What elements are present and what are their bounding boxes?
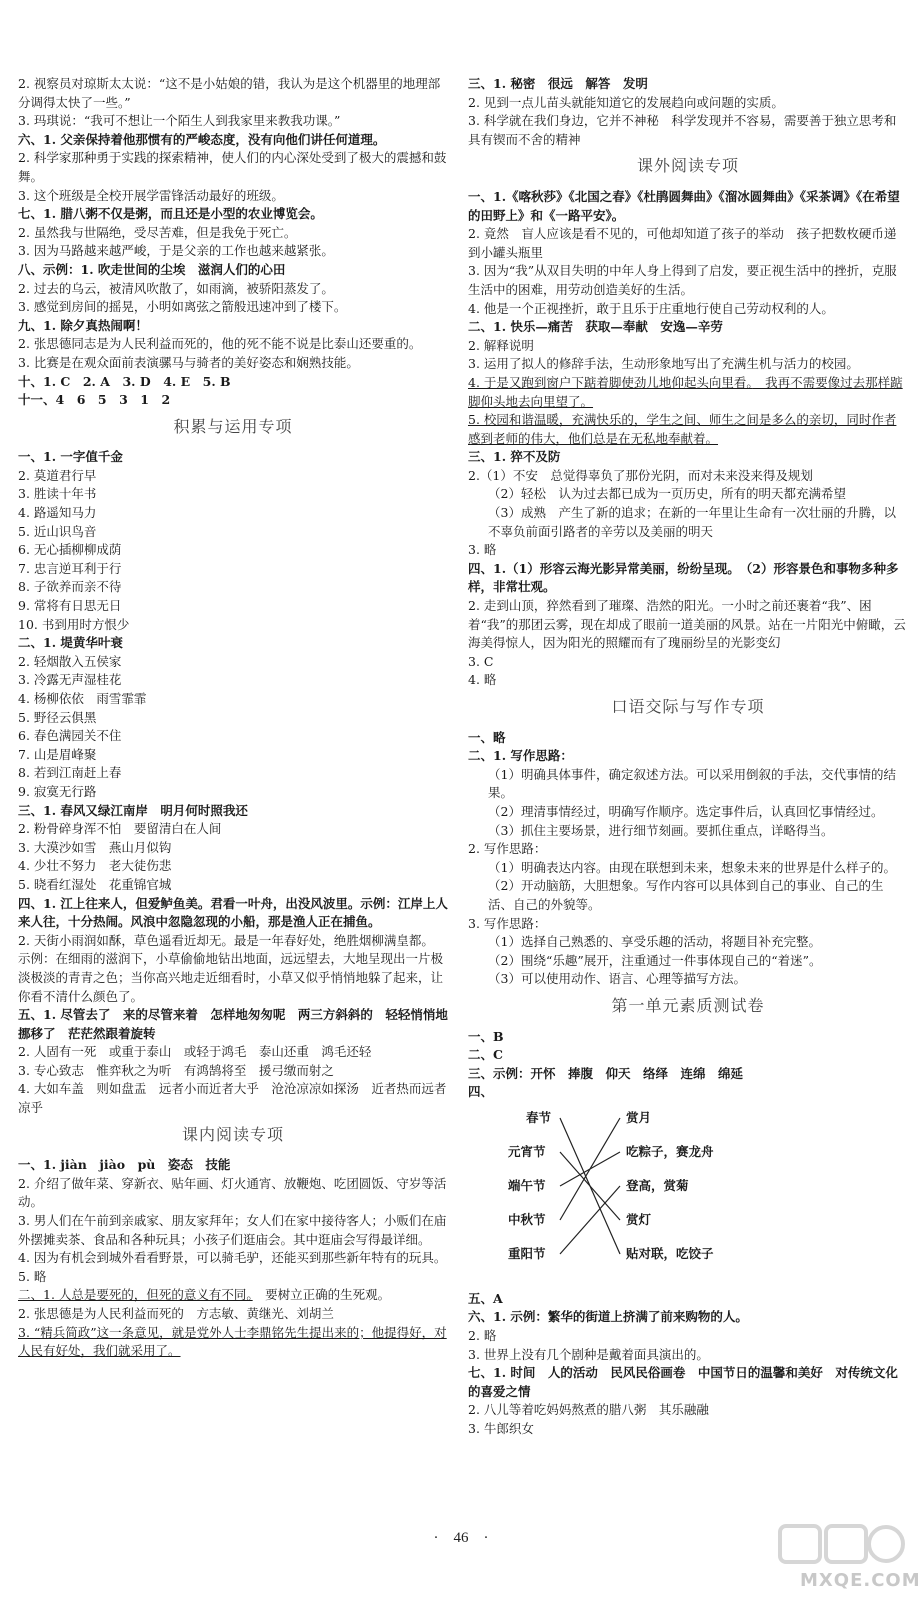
answer-line: 3. 感觉到房间的摇晃，小明如离弦之箭般迅速冲到了楼下。 (18, 299, 347, 315)
custom-item: 赏月 (626, 1109, 652, 1125)
answer-line: （1）选择自己熟悉的、享受乐趣的活动，将题目补充完整。 (488, 934, 821, 950)
answer-line: 3. 科学就在我们身边，它并不神秘 科学发现并不容易，需要善于独立思考和具有锲而不舍的精神 (468, 113, 897, 147)
watermark-text: MXQE.COM (800, 1570, 921, 1591)
section-title-extracurricular-reading: 课外阅读专项 (636, 156, 739, 176)
answer-line-underlined: 3. “精兵简政”这一条意见，就是党外人士李鼎铭先生提出来的；他提得好，对人民有好处，我们就采用了。 (18, 1324, 447, 1359)
right-answers-part-5 (468, 1028, 908, 1102)
answer-line: 2. 见到一点儿苗头就能知道它的发展趋向或问题的实质。 (468, 94, 784, 110)
answer-line: 十、1. C 2. A 3. D 4. E 5. B (18, 373, 231, 389)
answer-line: 9. 寂寞无行路 (18, 783, 97, 799)
answer-line: 3. 胜读十年书 (18, 486, 97, 502)
answer-line: 4. 因为有机会到城外看看野景，可以骑毛驴，还能买到那些新年特有的玩具。 (18, 1250, 447, 1266)
answer-line: 一、略 (468, 729, 506, 745)
answer-line: 4. 大如车盖 则如盘盂 远者小而近者大乎 沧沧凉凉如探汤 近者热而远者凉乎 (18, 1081, 447, 1116)
answer-line: 2. 介绍了做年菜、穿新衣、贴年画、灯火通宵、放鞭炮、吃团圆饭、守岁等活动。 (18, 1175, 447, 1210)
answer-line: 7. 山是眉峰聚 (18, 746, 97, 762)
left-answers-part-3 (18, 1156, 448, 1286)
right-column (468, 75, 908, 1439)
answer-line: 3. 比赛是在观众面前表演骡马与骑者的美好姿态和娴熟技能。 (18, 354, 359, 370)
answer-line: 2. 轻烟散入五侯家 (18, 653, 122, 669)
answer-line: 3. 因为马路越来越严峻，于是父亲的工作也越来越紧张。 (18, 243, 334, 259)
answer-line: 2. 解释说明 (468, 337, 534, 353)
answer-line: （3）抓住主要场景，进行细节刻画。要抓住重点，详略得当。 (488, 822, 834, 838)
answer-line: 3. 这个班级是全校开展学雷锋活动最好的班级。 (18, 187, 284, 203)
answer-line: 2. 粉骨碎身浑不怕 要留清白在人间 (18, 821, 222, 837)
answer-line: 6. 春色满园关不住 (18, 728, 122, 744)
right-answers-part-2 (468, 188, 908, 374)
festival-item: 元宵节 (508, 1143, 546, 1159)
answer-line: （2）围绕“乐趣”展开，注重通过一件事体现自己的“着迷”。 (488, 952, 822, 968)
answer-line: 一、1. jiàn jiào pù 姿态 技能 (18, 1157, 231, 1173)
answer-line: 五、A (468, 1290, 503, 1306)
answer-line: 三、1. 春风又绿江南岸 明月何时照我还 (18, 802, 248, 818)
left-answers-part-1 (18, 75, 448, 410)
answer-line: 示例：在细雨的滋润下，小草偷偷地钻出地面，远远望去，大地呈现出一片极淡极淡的青青之色；当你高兴地走近细看时，小草又似乎悄悄地躲了起来，让你看不清什么颜色了。 (18, 951, 444, 1004)
answer-line: 2. 张思德同志是为人民利益而死的，他的死不能不说是比泰山还要重的。 (18, 336, 422, 352)
right-answers-part-6 (468, 1290, 908, 1439)
right-answers-part-4 (468, 729, 908, 989)
answer-line: 3. 玛琪说：“我可不想让一个陌生人到我家里来教我功课。” (18, 113, 341, 129)
answer-line: 二、1. 快乐—痛苦 获取—奉献 安逸—辛劳 (468, 319, 723, 335)
answer-line: 八、示例：1. 吹走世间的尘埃 滋润人们的心田 (18, 261, 286, 277)
answer-line: 一、1. 一字值千金 (18, 449, 123, 465)
answer-line: 3. 冷露无声湿桂花 (18, 672, 122, 688)
section-title-accumulation: 积累与运用专项 (173, 416, 293, 436)
answer-line: 3. C (468, 653, 494, 669)
answer-line: 2. 天街小雨润如酥，草色遥看近却无。最是一年春好处，绝胜烟柳满皇都。 (18, 932, 434, 948)
answer-line: 七、1. 时间 人的活动 民风民俗画卷 中国节日的温馨和美好 对传统文化的喜爱之情 (468, 1365, 898, 1399)
answer-line: 8. 子欲养而亲不待 (18, 579, 122, 595)
answer-line: （2）理清事情经过，明确写作顺序。选定事件后，认真回忆事情经过。 (488, 803, 884, 819)
festival-item: 春节 (526, 1109, 552, 1125)
festival-item: 重阳节 (508, 1245, 546, 1261)
answer-line: 2.（1）不安 总觉得辜负了那份光阴，而对未来没来得及规划 (468, 467, 813, 483)
answer-line: 十一、4 6 5 3 1 2 (18, 392, 171, 408)
answer-line: 6. 无心插柳柳成荫 (18, 542, 122, 558)
answer-line: 五、1. 尽管去了 来的尽管来着 怎样地匆匆呢 两三方斜斜的 轻轻悄悄地挪移了 茫茫然跟着旋转 (18, 1007, 448, 1041)
answer-line: 一、1.《喀秋莎》《北国之春》《杜鹃圆舞曲》《溜冰圆舞曲》《采茶调》《在希望的田野上》和《一路平安》。 (468, 188, 900, 223)
answer-line: 六、1. 父亲保持着他那惯有的严峻态度，没有向他们讲任何道理。 (18, 131, 386, 147)
answer-line: 2. 张思德是为人民利益而死的 方志敏、黄继光、刘胡兰 (18, 1306, 334, 1321)
answer-line: 8. 若到江南赶上春 (18, 765, 122, 781)
custom-item: 赏灯 (626, 1211, 652, 1227)
answer-line: 三、1. 猝不及防 (468, 449, 561, 465)
answer-line-underlined: 4. 于是又跑到窗户下踮着脚使劲儿地仰起头向里看。 我再不需要像过去那样踮脚仰头地去向里望了。 (468, 374, 903, 409)
answer-line: （3）成熟 产生了新的追求；在新的一年里让生命有一次壮丽的升腾，以不辜负前面引路者的辛劳以及美丽的明天 (488, 505, 896, 539)
answer-line: 7. 忠言逆耳利于行 (18, 560, 122, 576)
page-number: · 46 · (433, 1530, 489, 1546)
answer-line: 4. 杨柳依依 雨雪霏霏 (18, 691, 147, 706)
answer-line: 2. 莫道君行早 (18, 467, 97, 483)
answer-line: 三、1. 秘密 很远 解答 发明 (468, 76, 648, 91)
answer-line-underlined: 二、1. 人总是要死的，但死的意义有不同。 要树立正确的生死观。 (18, 1287, 391, 1303)
festival-item: 端午节 (508, 1177, 546, 1193)
answer-line: （2）开动脑筋，大胆想象。写作内容可以具体到自己的事业、自己的生活、自己的外貌等。 (488, 878, 884, 912)
answer-line: 3. 写作思路： (468, 915, 547, 931)
answer-line: 5. 近山识鸟音 (18, 523, 97, 539)
answer-line: 2. 虽然我与世隔绝，受尽苦难，但是我免于死亡。 (18, 224, 297, 240)
answer-line: （1）明确具体事件，确定叙述方法。可以采用倒叙的手法，交代事情的结果。 (488, 766, 896, 801)
answer-line: 二、1. 堤黄华叶衰 (18, 635, 123, 651)
answer-line: 5. 晓看红湿处 花重锦官城 (18, 876, 172, 892)
answer-line: 5. 野径云俱黑 (18, 709, 97, 725)
right-answers-part-1 (468, 75, 908, 149)
right-answers-part-3 (468, 448, 908, 690)
answer-line: 二、1. 写作思路： (468, 748, 573, 764)
section-title-in-class-reading: 课内阅读专项 (181, 1124, 284, 1144)
answer-line: 3. 世界上没有几个剧种是戴着面具演出的。 (468, 1346, 709, 1362)
answer-line: 2. 走到山顶，猝然看到了璀璨、浩然的阳光。一小时之前还裹着“我”、困着“我”的那团云雾，现在却成了眼前一道美丽的风景。站在一片阳光中俯瞰，云海美得惊人，因为阳光的照耀而有了瑰丽纷呈的光影变幻 (468, 598, 906, 651)
answer-line: 4. 略 (468, 672, 497, 688)
answer-line: 四、 (468, 1084, 494, 1100)
answer-line: 三、示例：开怀 捧腹 仰天 络绎 连绵 绵延 (468, 1065, 744, 1081)
answer-line: 3. 大漠沙如雪 燕山月似钩 (18, 839, 172, 855)
left-answers-part-2 (18, 448, 448, 1117)
festival-matching-diagram (468, 1106, 768, 1286)
answer-line: 一、B (468, 1028, 504, 1044)
answer-line: 2. 竟然 盲人应该是看不见的，可他却知道了孩子的举动 孩子把数枚硬币递到小罐头瓶里 (468, 226, 897, 260)
answer-line: 4. 路遥知马力 (18, 505, 97, 521)
answer-line: 5. 略 (18, 1268, 47, 1284)
answer-line: 四、1. 江上往来人，但爱鲈鱼美。君看一叶舟，出没风波里。示例：江岸上人来人往，十分热闹。风浪中忽隐忽现的小船，那是渔人正在捕鱼。 (18, 895, 448, 930)
answer-line: 2. 八儿等着吃妈妈熬煮的腊八粥 其乐融融 (468, 1402, 709, 1418)
answer-line: （2）轻松 认为过去都已成为一页历史，所有的明天都充满希望 (488, 486, 846, 502)
custom-item: 贴对联，吃饺子 (626, 1245, 714, 1261)
answer-line: 四、1.（1）形容云海光影异常美丽，纷纷呈现。 （2）形容景色和事物多种多样，非常壮观。 (468, 560, 899, 595)
answer-line: 3. 略 (468, 542, 497, 558)
answer-line: 六、1. 示例：繁华的街道上挤满了前来购物的人。 (468, 1309, 748, 1325)
answer-line: 2. 略 (468, 1328, 497, 1344)
answer-line: 2. 人固有一死 或重于泰山 或轻于鸿毛 泰山还重 鸿毛还轻 (18, 1044, 372, 1060)
answer-line: 3. 男人们在午前到亲戚家、朋友家拜年；女人们在家中接待客人；小贩们在庙外摆摊卖茶、食品和各种玩具；小孩子们逛庙会。其中逛庙会写得最详细。 (18, 1213, 447, 1247)
custom-item: 登高，赏菊 (626, 1177, 689, 1193)
answer-line: 4. 少壮不努力 老大徒伤悲 (18, 858, 172, 874)
matching-line (560, 1118, 620, 1220)
left-column (18, 75, 448, 1361)
answer-line: 10. 书到用时方恨少 (18, 616, 130, 632)
answer-line: 9. 常将有日思无日 (18, 598, 122, 614)
answer-line: 3. 牛郎织女 (468, 1421, 534, 1437)
answer-line: （3）可以使用动作、语言、心理等描写方法。 (488, 971, 746, 987)
answer-line: 七、1. 腊八粥不仅是粥，而且还是小型的农业博览会。 (18, 206, 323, 222)
answer-line: 3. 因为“我”从双目失明的中年人身上得到了启发，要正视生活中的挫折，克服生活中的困难，用劳动创造美好的生活。 (468, 263, 897, 297)
festival-item: 中秋节 (508, 1211, 546, 1227)
answer-line: 4. 他是一个正视挫折，敢于且乐于庄重地行使自己劳动权利的人。 (468, 300, 834, 316)
answer-line: 九、1. 除夕真热闹啊！ (18, 317, 148, 333)
matching-line (560, 1186, 620, 1254)
answer-line: （1）明确表达内容。由现在联想到未来，想象未来的世界是什么样子的。 (488, 859, 896, 875)
answer-line: 2. 视察员对琼斯太太说：“这不是小姑娘的错，我认为是这个机器里的地理部分调得太快了一些。” (18, 76, 441, 110)
section-title-speaking-writing: 口语交际与写作专项 (611, 697, 765, 716)
answer-line: 2. 写作思路： (468, 841, 547, 857)
answer-line: 3. 运用了拟人的修辞手法，生动形象地写出了充满生机与活力的校园。 (468, 356, 859, 372)
answer-line: 2. 科学家那种勇于实践的探索精神，使人们的内心深处受到了极大的震撼和鼓舞。 (18, 150, 447, 184)
custom-item: 吃粽子，赛龙舟 (626, 1143, 714, 1159)
answer-line-underlined: 5. 校园和谐温暖，充满快乐的，学生之间、师生之间是多么的亲切，同时作者感到老师的伟大，他们总是在无私地奉献着。 (468, 412, 897, 446)
section-title-unit-test: 第一单元素质测试卷 (611, 995, 765, 1015)
answer-line: 二、C (468, 1047, 503, 1063)
answer-line: 2. 过去的乌云，被清风吹散了，如雨滴，被骄阳蒸发了。 (18, 280, 334, 296)
matching-line (560, 1152, 620, 1220)
answer-line: 3. 专心致志 惟弈秋之为听 有鸿鹄将至 援弓缴而射之 (18, 1062, 334, 1078)
